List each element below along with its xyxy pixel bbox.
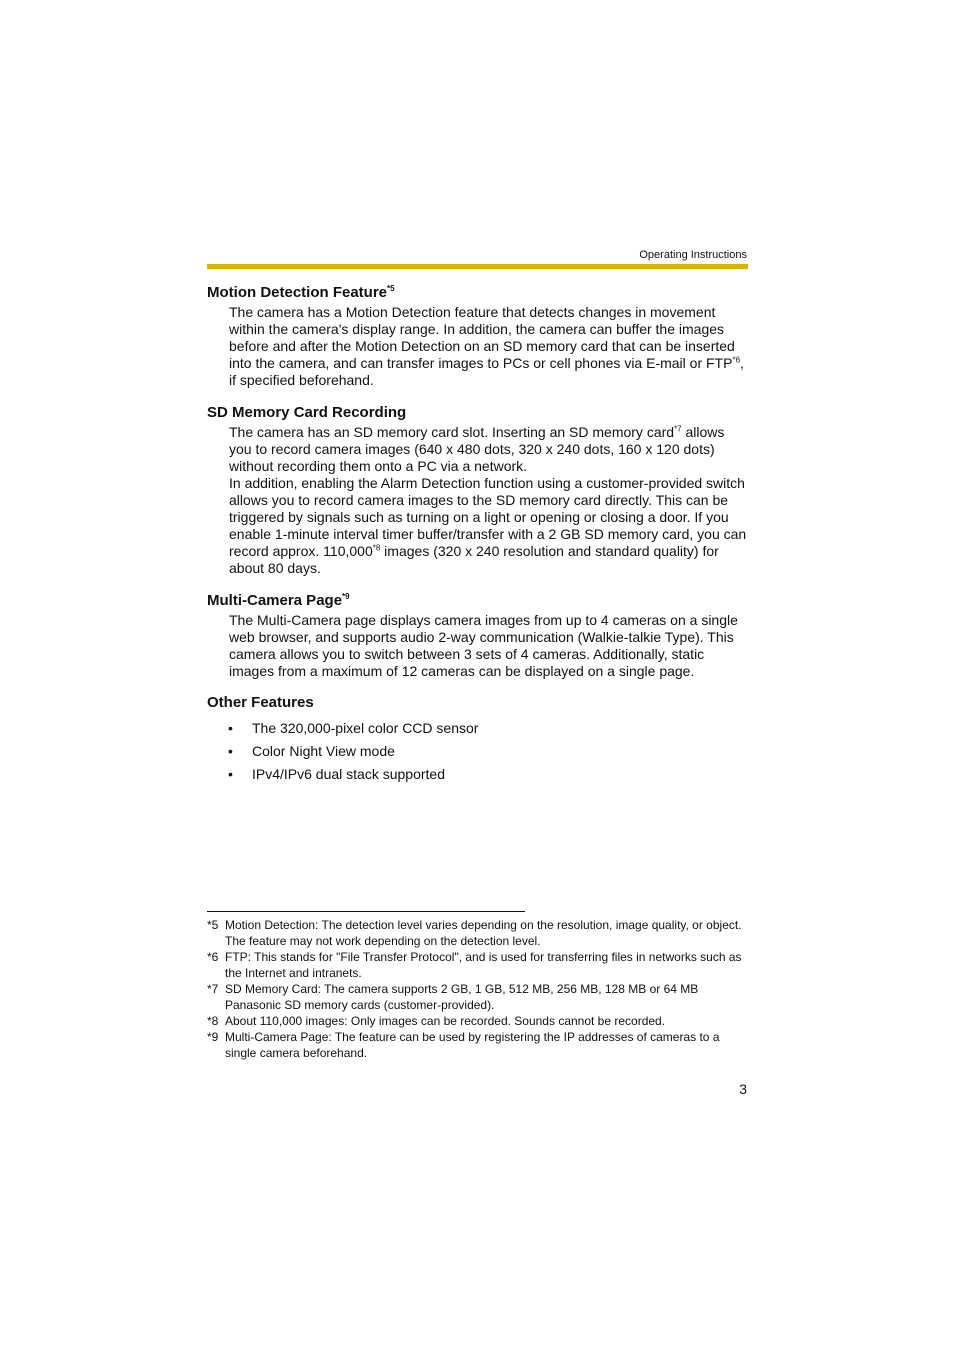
- footnote-5: *5 Motion Detection: The detection level varies depending on the resolution, image quality, or object. The feature may not work depending on the detection level.: [207, 918, 742, 948]
- footnote-6: *6 FTP: This stands for "File Transfer Protocol", and is used for transferring files in networks such as the Internet and intranets.: [207, 950, 742, 980]
- footnotes: [207, 917, 752, 1061]
- list-item: • Color Night View mode: [228, 743, 395, 759]
- footnote-ref-7: *7: [674, 424, 682, 434]
- list-item: • The 320,000-pixel color CCD sensor: [228, 720, 479, 736]
- main-content: [207, 280, 748, 789]
- section-title-other-features: Other Features: [207, 694, 314, 711]
- multi-camera-paragraph: The Multi-Camera page displays camera images from up to 4 cameras on a single web browser, and supports audio 2-way communication (Walkie-talkie Type). This camera allows you to switch between 3 sets of 4 cameras. Additionally, static images from a maximum of 12 cameras can be displayed on a single page.: [229, 612, 738, 679]
- section-title-motion-detection: Motion Detection Feature$^{*5}$: [207, 284, 395, 301]
- running-header: Operating Instructions: [639, 249, 747, 261]
- header-rule: [207, 264, 748, 269]
- footnote-ref-8: *8: [372, 543, 381, 553]
- bullet-icon: •: [228, 720, 233, 736]
- sd-recording-paragraph-1: The camera has an SD memory card slot. Inserting an SD memory card$^{*7}$ allows you to record camera images (640 x 480 dots, 320 x 240 dots, 160 x 120 dots) without recording them onto a PC via a network.: [229, 424, 725, 474]
- footnote-ref-9: *9: [342, 592, 350, 601]
- bullet-icon: •: [228, 766, 233, 782]
- footnote-8: *8 About 110,000 images: Only images can be recorded. Sounds cannot be recorded.: [207, 1014, 666, 1028]
- footnote-9: *9 Multi-Camera Page: The feature can be used by registering the IP addresses of cameras to a single camera beforehand.: [207, 1030, 720, 1060]
- sd-recording-paragraph-2: In addition, enabling the Alarm Detection function using a customer-provided switch allows you to record camera images to the SD memory card directly. This can be triggered by signals such as turning on a light or opening or closing a door. If you enable 1-minute interval timer buffer/transfer with a 2 GB SD memory card, you can record approx. 110,000$^{*8}$ images (320 x 240 resolution and standard quality) for about 80 days.: [229, 475, 747, 576]
- bullet-icon: •: [228, 743, 233, 759]
- footnote-7: *7 SD Memory Card: The camera supports 2 GB, 1 GB, 512 MB, 256 MB, 128 MB or 64 MB Panasonic SD memory cards (customer-provided).: [207, 982, 699, 1012]
- section-title-multi-camera: Multi-Camera Page$^{*9}$: [207, 592, 350, 609]
- section-title-sd-recording: SD Memory Card Recording: [207, 404, 407, 421]
- footnote-ref-5: *5: [387, 284, 395, 293]
- footnote-ref-6: *6: [732, 355, 741, 365]
- list-item: • IPv4/IPv6 dual stack supported: [228, 766, 445, 782]
- other-features-list: [207, 720, 748, 783]
- footnote-divider: [207, 911, 525, 912]
- page-number: 3: [739, 1081, 747, 1097]
- motion-detection-paragraph: The camera has a Motion Detection feature that detects changes in movement within the camera's display range. In addition, the camera can buffer the images before and after the Motion Detection on an SD memory card that can be inserted into the camera, and can transfer images to PCs or cell phones via E-mail or FTP$^{*6}$, if specified beforehand.: [229, 304, 744, 388]
